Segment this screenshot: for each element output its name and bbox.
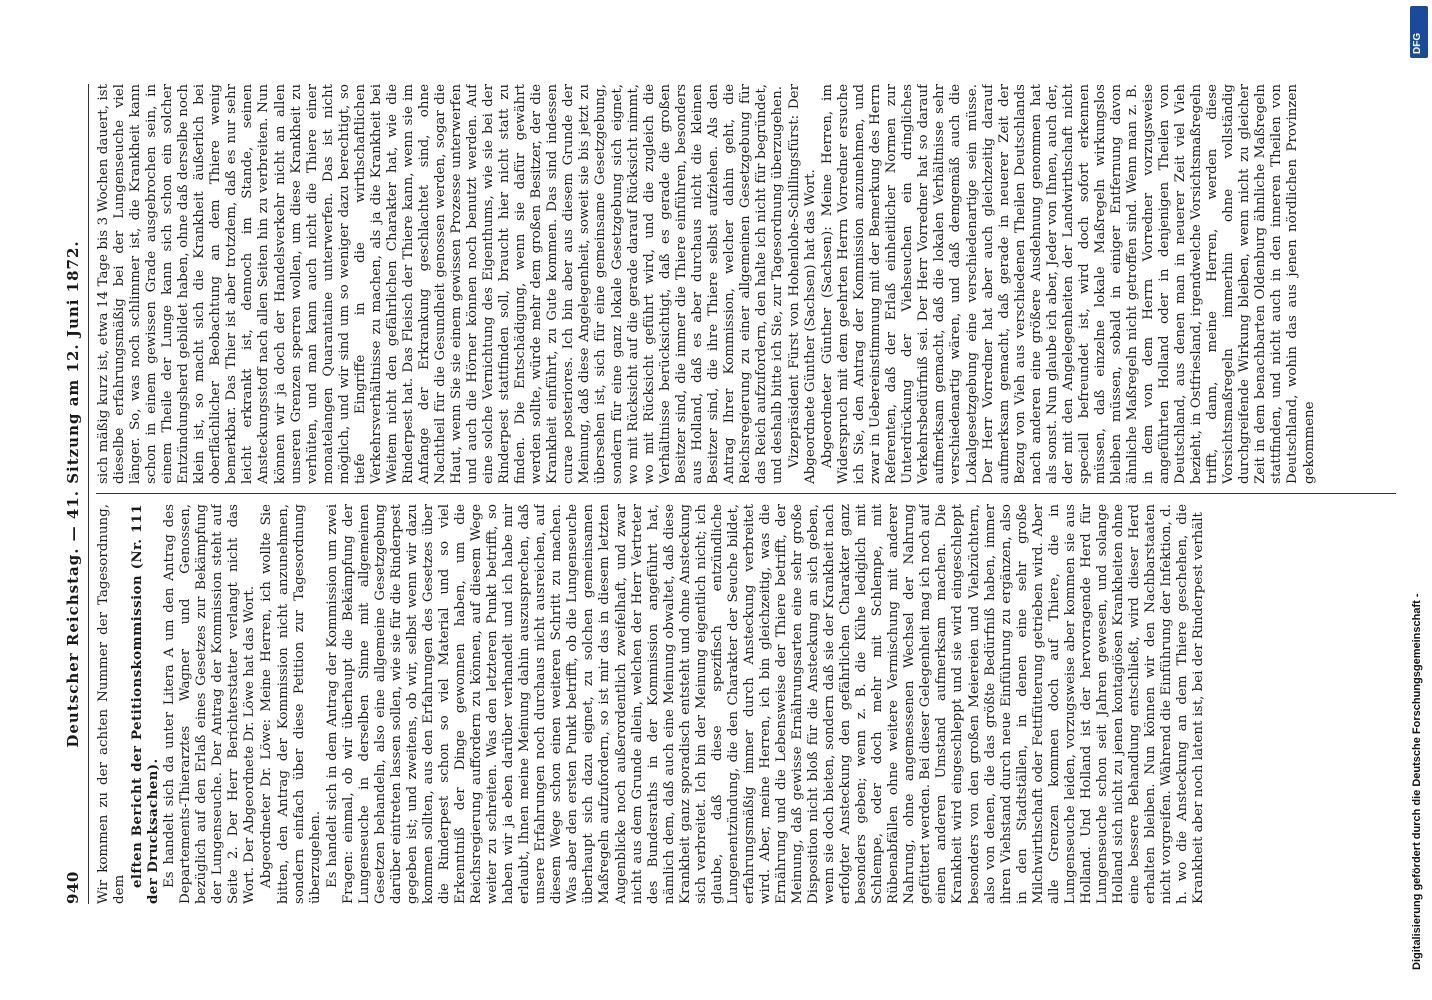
running-title: Deutscher Reichstag. — 41. Sitzung am 12. Juni 1872. (64, 240, 82, 748)
paragraph: Abgeordneter Günther (Sachsen): Meine Herren, im Widerspruch mit dem geehrten Herrn Vorredner ersuche ich Sie, den Antrag der Kommission anzunehmen, und zwar in Uebereinstimmung mit der Bemerkung des Herrn Referenten, daß der Erlaß einheitlicher Normen zur Unterdrückung der Viehseuchen ein dringliches Verkehrsbedürfniß sei. Der Herr Vorredner hat so darauf aufmerksam gemacht, daß die lokalen Verhältnisse sehr verschiedenartig wären, und daß demgemäß auch die Lokalgesetzgebung eine verschiedenartige sein müsse. Der Herr Vorredner hat aber auch gleichzeitig darauf aufmerksam gemacht, daß gerade in neuerer Zeit der Bezug von Vieh aus verschiedenen Theilen Deutschlands nach anderen eine größere Ausdehnung genommen hat als sonst. Nun glaube ich aber, Jeder von Ihnen, auch der, der mit den Angelegenheiten der Landwirthschaft nicht speciell befreundet ist, wird doch sofort erkennen müssen, daß einzelne lokale Maßregeln wirkungslos bleiben müssen, sobald in einiger Entfernung davon ähnliche Maßregeln nicht getroffen sind. Wenn man z. B. in dem von dem Herrn Vorredner vorzugsweise angeführten Holland oder in denjenigen Theilen von Deutschland, aus denen man in neuerer Zeit viel Vieh bezieht, in Ostfriesland, irgendwelche Vorsichtsmaßregeln trifft, dann, meine Herren, werden diese Vorsichtsmaßregeln immerhin ohne vollständig durchgreifende Wirkung bleiben, wenn nicht zu gleicher Zeit in dem benachbarten Oldenburg ähnliche Maßregeln stattfinden, und nicht auch in den inneren Theilen von Deutschland, wohin das aus jenen nördlichen Provinzen gekommene (820, 84, 1317, 484)
dfg-logo (1410, 6, 1428, 58)
page-number: 940 (64, 871, 82, 904)
running-head (64, 84, 88, 904)
dfg-logo-text: DFG (1412, 32, 1423, 54)
column-rule (96, 493, 1396, 494)
right-column (96, 84, 1401, 484)
section-heading: elften Bericht der Petitionskommission (Nr. 111 der Drucksachen). (129, 504, 162, 904)
paragraph: Es handelt sich da unter Litera A um den Antrag des Departements-Thierarztes Wagner und Genossen, bezüglich auf den Erlaß eines Gesetzes zur Bekämpfung der Lungenseuche. Der Antrag der Kommission steht auf Seite 2. Der Herr Berichterstatter verlangt nicht das Wort. Der Abgeordnete Dr. Löwe hat das Wort. (162, 504, 258, 904)
header-rule (88, 84, 89, 904)
paragraph: Wir kommen zu der achten Nummer der Tagesordnung, dem (96, 504, 128, 904)
paragraph: Es handelt sich in dem Antrag der Kommission um zwei Fragen: einmal, ob wir überhaupt die Bekämpfung der Lungenseuche in derselben Sinne mit allgemeinen Gesetzen behandeln, also eine allgemeine Gesetzgebung darüber eintreten lassen sollen, wie sie für die Rinderpest gegeben ist; und zweitens, ob wir, selbst wenn wir dazu kommen sollten, aus den Erfahrungen des Gesetzes über die Rinderpest schon so viel Material und so viel Erkenntniß der Dinge gewonnen haben, um die Reichsregierung auffordern zu können, auf diesem Wege weiter zu schreiten. Was den letzteren Punkt betrifft, so haben wir ja eben darüber verhandelt und ich habe mir erlaubt, Ihnen meine Meinung dahin auszusprechen, daß unsere Erfahrungen noch durchaus nicht ausreichen, auf diesem Wege schon einen weiteren Schritt zu machen. Was aber den ersten Punkt betrifft, ob die Lungenseuche überhaupt sich dazu eignet, zu solchen gemeinsamen Maßregeln aufzufordern, so ist mir das in diesem letzten Augenblicke noch außerordentlich zweifelhaft, und zwar nicht aus dem Grunde allein, welchen der Herr Vertreter des Bundesraths in der Kommission angeführt hat, nämlich dem, daß auch eine Meinung obwaltet, daß diese Krankheit ganz sporadisch entsteht und ohne Ansteckung sich verbreitet. Ich bin der Meinung eigentlich nicht; ich glaube, daß diese spezifisch entzündliche Lungenentzündung, die den Charakter der Seuche bildet, erfahrungsmäßig immer durch Ansteckung verbreitet wird. Aber, meine Herren, ich bin gleichzeitig, was die Ernährung und die Lebensweise der Thiere betrifft, der Meinung, daß gewisse Ernährungsarten eine sehr große Disposition nicht bloß für die Ansteckung an sich geben, wenn sie doch bieten, sondern daß sie der Krankheit nach erfolgter Ansteckung den gefährlichen Charakter ganz besonders geben; wenn z. B. die Kühe lediglich mit Schlempe, oder doch mehr mit Schlempe, mit Rübenabfällen ohne weitere Vermischung mit anderer Nahrung, ohne angemessenen Wechsel der Nahrung gefüttert werden. Bei dieser Gelegenheit mag ich noch auf einen anderen Umstand aufmerksam machen. Die Krankheit wird eingeschleppt und sie wird eingeschleppt besonders von den großen Meiereien und Viehzüchtern, also von denen, die das größte Bedürfniß haben, immer ihren Viehstand durch neue Einführung zu ergänzen, also in den Stadtställen, in denen eine sehr große Milchwirthschaft oder Fettfütterung getrieben wird. Aber alle Grenzen kommen doch auf Thiere, die in Lungenseuche leiden, vorzugsweise aber kommen sie aus Holland. Und Holland ist der hervorragende Herd für Lungenseuche schon seit Jahren gewesen, und solange Holland sich nicht zu jenen kontagiösen Krankheiten ohne eine bessere Behandlung entschließt, wird dieser Herd erhalten bleiben. Nun können wir den Nachbarstaaten nicht vorgreifen. Während die Einführung der Infektion, d. h. wo die Ansteckung an dem Thiere geschehen, die Krankheit aber noch latent ist, bei der Rinderpest verhält (324, 504, 1207, 904)
left-column (96, 504, 1401, 904)
paragraph: sich mäßig kurz ist, etwa 14 Tage bis 3 Wochen dauert, ist dieselbe erfahrungsmäßig bei der Lungenseuche viel länger. So, was noch schlimmer ist, die Krankheit kann schon in einem gewissen Grade ausgebrochen sein, in einem Theile der Lunge kann sich schon ein solcher Entzündungsherd gebildet haben, ohne daß derselbe noch klein ist, so macht sich die Krankheit äußerlich bei oberflächlicher Beobachtung an dem Thiere wenig bemerkbar. Das Thier ist aber trotzdem, daß es nur sehr leicht erkrankt ist, dennoch im Stande, seinen Ansteckungsstoff nach allen Seiten hin zu verbreiten. Nun können wir ja doch der Handelsverkehr nicht an allen unseren Grenzen sperren wollen, um diese Krankheit zu verhüten, und man kann auch nicht die Thiere einer monatelangen Quarantaine unterwerfen. Das ist nicht möglich, und wir sind um so weniger dazu berechtigt, so tiefe Eingriffe in die wirthschaftlichen Verkehrsverhältnisse zu machen, als ja die Krankheit bei Weitem nicht den gefährlichen Charakter hat, wie die Rinderpest hat. Das Fleisch der Thiere kann, wenn sie im Anfange der Erkrankung geschlachtet sind, ohne Nachtheil für die Gesundheit genossen werden, sogar die Haut, wenn Sie sie einem gewissen Prozesse unterwerfen und auch die Hörner können noch benutzt werden. Auf eine solche Vernichtung des Eigenthums, wie sie bei der Rinderpest stattfinden soll, braucht hier nicht statt zu finden. Die Entschädigung, wenn sie dafür gewährt werden sollte, würde mehr dem großen Besitzer, der die Krankheit einführt, zu Gute kommen. Das sind indessen curae posteriores. Ich bin aber aus diesem Grunde der Meinung, daß diese Angelegenheit, soweit sie bis jetzt zu übersehen ist, sich für eine gemeinsame Gesetzgebung, sondern für eine ganz lokale Gesetzgebung sich eignet, wo mit Rücksicht auf die gerade darauf Rücksicht nimmt, wo mit Rücksicht geführt wird, und die zugleich die Verhältnisse berücksichtigt, daß es gerade die großen Besitzer sind, die immer die Thiere einführen, besonders aus Holland, daß es aber durchaus nicht die kleinen Besitzer sind, die ihre Thiere selbst aufziehen. Als den Antrag Ihrer Kommission, welcher dahin geht, die Reichsregierung zu einer allgemeinen Gesetzgebung für das Reich aufzufordern, den halte ich nicht für begründet, und deshalb bitte ich Sie, zur Tagesordnung überzugehen. (96, 84, 785, 484)
paragraph: Abgeordneter Dr. Löwe: Meine Herren, ich wollte Sie bitten, den Antrag der Kommission nicht anzunehmen, sondern einfach über diese Petition zur Tagesordnung überzugehen. (259, 504, 323, 904)
digitization-note (1411, 70, 1425, 970)
digitization-note-text: Digitalisierung gefördert durch die Deutsche Forschungsgemeinschaft - (1411, 593, 1423, 970)
paragraph: Vizepräsident Fürst von Hohenlohe-Schillingsfürst: Der Abgeordnete Günther (Sachsen) hat das Wort. (787, 84, 819, 484)
